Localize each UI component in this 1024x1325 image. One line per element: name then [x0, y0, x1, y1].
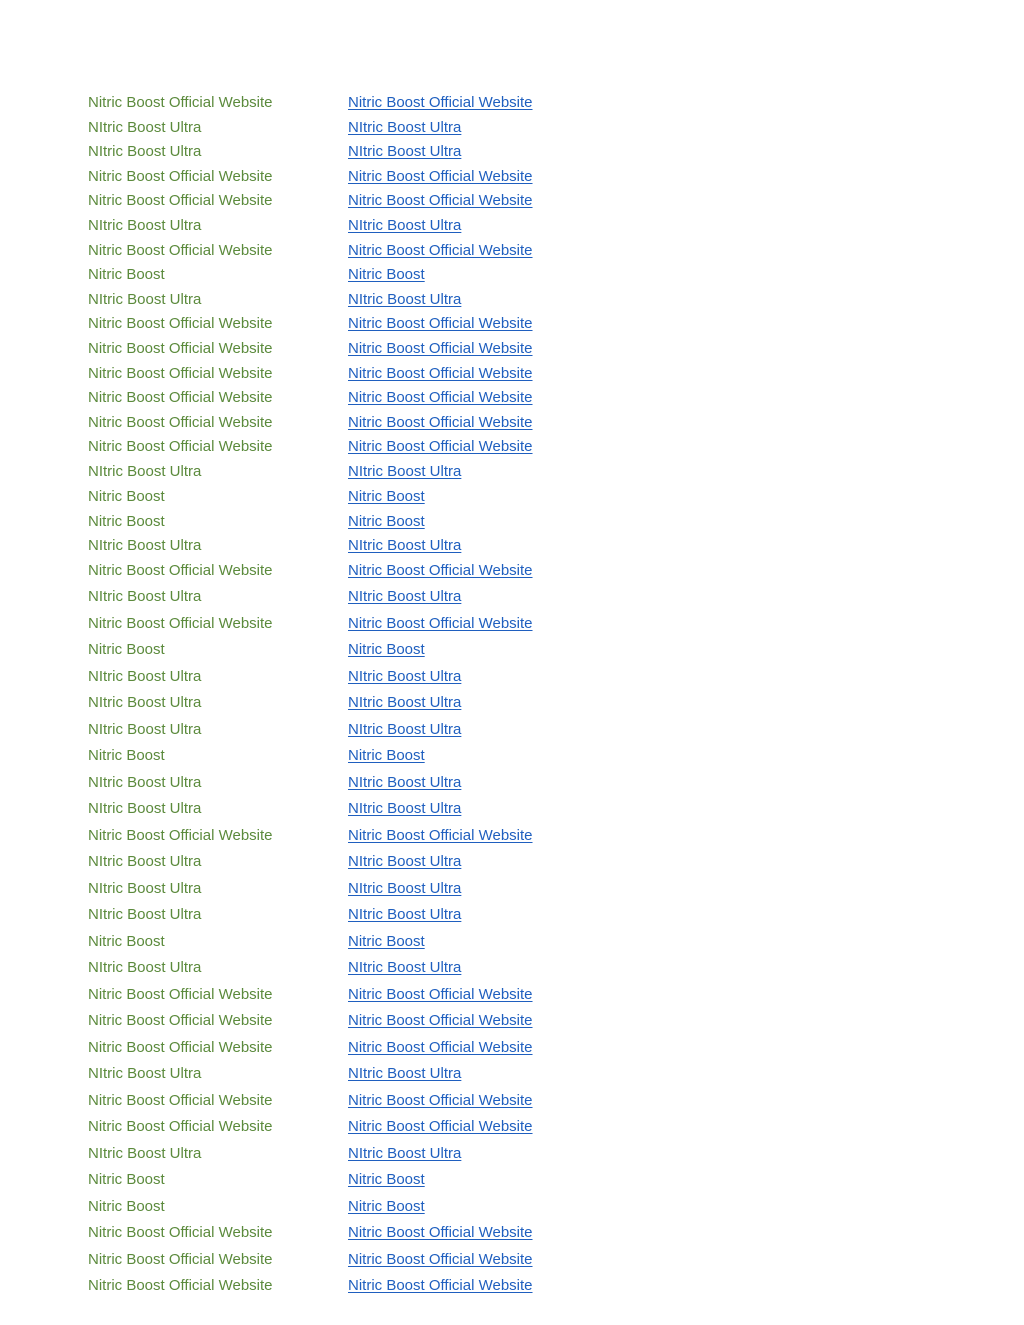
row-label: Nitric Boost Official Website	[88, 94, 273, 111]
row-link[interactable]: Nitric Boost Official Website	[348, 241, 533, 259]
row-label: NItric Boost Ultra	[88, 1065, 202, 1083]
list-row	[88, 585, 988, 612]
list-row	[88, 189, 988, 214]
row-link[interactable]: Nitric Boost Official Website	[348, 364, 533, 382]
row-link[interactable]: NItric Boost Ultra	[348, 667, 462, 685]
row-label: NItric Boost Ultra	[88, 1144, 202, 1162]
list-row	[88, 903, 988, 930]
row-link[interactable]: Nitric Boost	[348, 1197, 425, 1215]
row-link[interactable]: NItric Boost Ultra	[348, 694, 462, 712]
row-link[interactable]: NItric Boost Ultra	[348, 906, 462, 924]
list-row	[88, 362, 988, 387]
list-row	[88, 638, 988, 665]
row-link[interactable]: Nitric Boost Official Website	[348, 94, 533, 111]
list-row	[88, 1036, 988, 1063]
row-label: Nitric Boost	[88, 1171, 165, 1189]
row-label: Nitric Boost Official Website	[88, 561, 273, 579]
list-row	[88, 771, 988, 798]
row-link[interactable]: Nitric Boost Official Website	[348, 614, 533, 632]
list-row	[88, 559, 988, 586]
row-link[interactable]: Nitric Boost	[348, 512, 425, 530]
list-row	[88, 1062, 988, 1089]
row-link[interactable]: NItric Boost Ultra	[348, 290, 462, 308]
row-link[interactable]: NItric Boost Ultra	[348, 143, 462, 161]
list-row	[88, 485, 988, 510]
list-row	[88, 165, 988, 190]
list-row	[88, 214, 988, 239]
list-row	[88, 1221, 988, 1248]
row-label: Nitric Boost Official Website	[88, 315, 273, 333]
row-label: NItric Boost Ultra	[88, 588, 202, 606]
list-row	[88, 337, 988, 362]
row-link[interactable]: Nitric Boost Official Website	[348, 1012, 533, 1030]
row-link[interactable]: NItric Boost Ultra	[348, 853, 462, 871]
list-row	[88, 140, 988, 165]
list-row	[88, 956, 988, 983]
row-link[interactable]: Nitric Boost Official Website	[348, 315, 533, 333]
row-label: Nitric Boost Official Website	[88, 1012, 273, 1030]
row-label: NItric Boost Ultra	[88, 462, 202, 480]
row-link[interactable]: NItric Boost Ultra	[348, 879, 462, 897]
list-row	[88, 824, 988, 851]
row-link[interactable]: Nitric Boost Official Website	[348, 389, 533, 407]
list-row	[88, 744, 988, 771]
row-label: Nitric Boost Official Website	[88, 192, 273, 210]
row-link[interactable]: Nitric Boost Official Website	[348, 167, 533, 185]
list-row	[88, 718, 988, 745]
row-link[interactable]: NItric Boost Ultra	[348, 462, 462, 480]
row-link[interactable]: NItric Boost Ultra	[348, 959, 462, 977]
row-link[interactable]: Nitric Boost Official Website	[348, 438, 533, 456]
row-label: Nitric Boost Official Website	[88, 1038, 273, 1056]
row-label: Nitric Boost Official Website	[88, 339, 273, 357]
row-link[interactable]: NItric Boost Ultra	[348, 1144, 462, 1162]
row-link[interactable]: Nitric Boost	[348, 932, 425, 950]
row-label: NItric Boost Ultra	[88, 853, 202, 871]
list-row	[88, 1115, 988, 1142]
list-row	[88, 665, 988, 692]
row-label: NItric Boost Ultra	[88, 118, 202, 136]
row-link[interactable]: Nitric Boost Official Website	[348, 1038, 533, 1056]
row-link[interactable]: Nitric Boost Official Website	[348, 1277, 533, 1295]
list-row	[88, 460, 988, 485]
row-label: Nitric Boost Official Website	[88, 389, 273, 407]
row-label: Nitric Boost	[88, 487, 165, 505]
row-label: Nitric Boost Official Website	[88, 241, 273, 259]
row-label: Nitric Boost Official Website	[88, 1118, 273, 1136]
row-link[interactable]: Nitric Boost Official Website	[348, 826, 533, 844]
list-row	[88, 534, 988, 559]
row-link[interactable]: Nitric Boost	[348, 747, 425, 765]
row-label: NItric Boost Ultra	[88, 800, 202, 818]
list-row	[88, 288, 988, 313]
row-link[interactable]: NItric Boost Ultra	[348, 1065, 462, 1083]
row-label: NItric Boost Ultra	[88, 959, 202, 977]
list-row	[88, 1274, 988, 1301]
row-link[interactable]: Nitric Boost Official Website	[348, 985, 533, 1003]
row-label: Nitric Boost	[88, 641, 165, 659]
row-link[interactable]: Nitric Boost Official Website	[348, 413, 533, 431]
row-label: NItric Boost Ultra	[88, 290, 202, 308]
row-link[interactable]: Nitric Boost Official Website	[348, 192, 533, 210]
row-link[interactable]: NItric Boost Ultra	[348, 118, 462, 136]
row-link[interactable]: Nitric Boost Official Website	[348, 561, 533, 579]
row-link[interactable]: NItric Boost Ultra	[348, 588, 462, 606]
list-row	[88, 1089, 988, 1116]
link-list	[88, 91, 988, 1301]
row-label: NItric Boost Ultra	[88, 773, 202, 791]
list-row	[88, 983, 988, 1010]
row-label: NItric Boost Ultra	[88, 216, 202, 234]
list-row	[88, 612, 988, 639]
row-label: Nitric Boost	[88, 1197, 165, 1215]
row-label: Nitric Boost	[88, 747, 165, 765]
row-label: Nitric Boost	[88, 512, 165, 530]
list-row	[88, 1248, 988, 1275]
row-label: Nitric Boost	[88, 932, 165, 950]
row-link[interactable]: NItric Boost Ultra	[348, 216, 462, 234]
list-row	[88, 91, 988, 116]
row-link[interactable]: Nitric Boost	[348, 641, 425, 659]
list-row	[88, 1195, 988, 1222]
list-row	[88, 1168, 988, 1195]
list-row	[88, 691, 988, 718]
row-label: Nitric Boost Official Website	[88, 1277, 273, 1295]
row-label: Nitric Boost Official Website	[88, 438, 273, 456]
row-link[interactable]: Nitric Boost Official Website	[348, 1224, 533, 1242]
row-label: NItric Boost Ultra	[88, 906, 202, 924]
row-link[interactable]: Nitric Boost	[348, 266, 425, 284]
list-row	[88, 850, 988, 877]
row-label: Nitric Boost Official Website	[88, 413, 273, 431]
list-row	[88, 435, 988, 460]
list-row	[88, 411, 988, 436]
list-row	[88, 877, 988, 904]
row-label: NItric Boost Ultra	[88, 667, 202, 685]
row-label: Nitric Boost Official Website	[88, 167, 273, 185]
list-row	[88, 239, 988, 264]
row-label: NItric Boost Ultra	[88, 879, 202, 897]
row-label: Nitric Boost Official Website	[88, 1250, 273, 1268]
row-label: Nitric Boost Official Website	[88, 1091, 273, 1109]
list-row	[88, 312, 988, 337]
row-label: Nitric Boost Official Website	[88, 1224, 273, 1242]
list-row	[88, 797, 988, 824]
row-link[interactable]: Nitric Boost Official Website	[348, 1250, 533, 1268]
row-label: Nitric Boost Official Website	[88, 614, 273, 632]
row-label: NItric Boost Ultra	[88, 694, 202, 712]
row-link[interactable]: Nitric Boost	[348, 1171, 425, 1189]
row-link[interactable]: Nitric Boost Official Website	[348, 1118, 533, 1136]
list-row	[88, 263, 988, 288]
row-label: NItric Boost Ultra	[88, 720, 202, 738]
list-row	[88, 1142, 988, 1169]
row-link[interactable]: NItric Boost Ultra	[348, 537, 462, 555]
row-link[interactable]: NItric Boost Ultra	[348, 800, 462, 818]
row-label: Nitric Boost	[88, 266, 165, 284]
row-link[interactable]: Nitric Boost Official Website	[348, 339, 533, 357]
row-link[interactable]: NItric Boost Ultra	[348, 773, 462, 791]
list-row	[88, 116, 988, 141]
list-row	[88, 510, 988, 535]
row-link[interactable]: Nitric Boost Official Website	[348, 1091, 533, 1109]
row-label: Nitric Boost Official Website	[88, 985, 273, 1003]
row-link[interactable]: NItric Boost Ultra	[348, 720, 462, 738]
row-label: Nitric Boost Official Website	[88, 364, 273, 382]
list-row	[88, 1009, 988, 1036]
row-label: Nitric Boost Official Website	[88, 826, 273, 844]
row-link[interactable]: Nitric Boost	[348, 487, 425, 505]
row-label: NItric Boost Ultra	[88, 143, 202, 161]
row-label: NItric Boost Ultra	[88, 537, 202, 555]
list-row	[88, 386, 988, 411]
list-row	[88, 930, 988, 957]
